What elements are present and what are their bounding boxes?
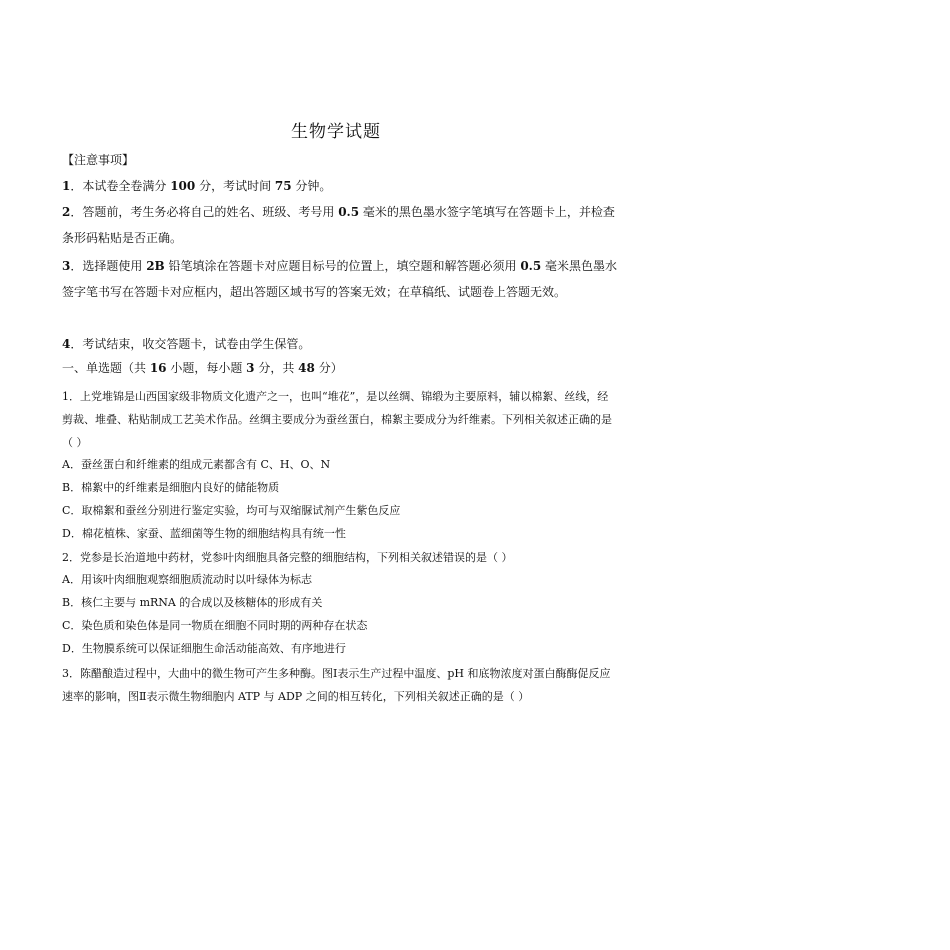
- page-title: 生物学试题: [291, 122, 381, 142]
- notice-item-bold: 75: [274, 179, 292, 193]
- notice-item-text: 分，考试时间: [195, 179, 275, 193]
- notice-item-number: 4: [62, 337, 71, 351]
- notice-item-3: [62, 253, 618, 305]
- notice-item-text: 毫米的黑色墨水签字笔填写在答题卡上，并检查条形码粘贴是否正确。: [62, 205, 615, 245]
- section-text: 分，共: [254, 361, 299, 375]
- section-bold: 48: [298, 361, 315, 375]
- question-1-option-b: B．棉絮中的纤维素是细胞内良好的储能物质: [62, 481, 280, 494]
- notice-heading: 【注意事项】: [62, 153, 135, 167]
- notice-item-2: [62, 199, 618, 251]
- notice-item-text: ．考试结束，收交答题卡，试卷由学生保管。: [70, 337, 311, 351]
- notice-item-number: 1: [62, 179, 71, 193]
- notice-item-text: ．答题前，考生务必将自己的姓名、班级、考号用: [70, 205, 339, 219]
- notice-item-text: 毫米黑色墨水签字笔书写在答题卡对应框内，超出答题区域书写的答案无效；在草稿纸、试题卷上答题无效。: [62, 259, 618, 299]
- notice-item-text: ．本试卷全卷满分: [70, 179, 171, 193]
- notice-item-bold: 100: [170, 179, 196, 193]
- notice-item-text: 分钟。: [291, 179, 332, 193]
- question-1-option-c: C．取棉絮和蚕丝分别进行鉴定实验，均可与双缩脲试剂产生紫色反应: [62, 504, 401, 517]
- section-bold: 3: [246, 361, 255, 375]
- question-1-stem: 1．上党堆锦是山西国家级非物质文化遗产之一，也叫“堆花”，是以丝绸、锦缎为主要原料，辅以棉絮、丝线，经剪裁、堆叠、粘贴制成工艺美术作品。丝绸主要成分为蚕丝蛋白，棉絮主要成分为纤维素。下列相关叙述正确的是（ ）: [62, 390, 612, 449]
- question-1-option-d: D．棉花植株、家蚕、蓝细菌等生物的细胞结构具有统一性: [62, 527, 346, 540]
- notice-item-number: 3: [62, 259, 71, 273]
- notice-item-text: ．选择题使用: [70, 259, 147, 273]
- question-3-stem: 3．陈醋酿造过程中，大曲中的微生物可产生多种酶。图Ⅰ表示生产过程中温度、pH 和底物浓度对蛋白酶酶促反应速率的影响，图Ⅱ表示微生物细胞内 ATP 与 ADP 之间的相互转化，下列相关叙述正确的是（ ）: [62, 667, 611, 703]
- notice-item-bold: 0.5: [338, 205, 360, 219]
- question-2-option-b: B．核仁主要与 mRNA 的合成以及核糖体的形成有关: [62, 596, 323, 609]
- section-bold: 16: [149, 361, 167, 375]
- notice-item-1: [62, 173, 618, 199]
- question-2-option-d: D．生物膜系统可以保证细胞生命活动能高效、有序地进行: [62, 642, 346, 655]
- section-text: 一、单选题（共: [62, 361, 150, 375]
- section-text: 小题，每小题: [166, 361, 247, 375]
- question-2-option-c: C．染色质和染色体是同一物质在细胞不同时期的两种存在状态: [62, 619, 368, 632]
- section-heading: [62, 359, 343, 376]
- question-2-stem: 2．党参是长治道地中药材，党参叶肉细胞具备完整的细胞结构，下列相关叙述错误的是（ ）: [62, 551, 513, 564]
- question-2-option-a: A．用该叶肉细胞观察细胞质流动时以叶绿体为标志: [62, 573, 312, 586]
- notice-item-bold: 2B: [146, 259, 165, 273]
- notice-item-text: 铅笔填涂在答题卡对应题目标号的位置上，填空题和解答题必须用: [164, 259, 521, 273]
- section-text: 分）: [314, 361, 343, 375]
- notice-item-number: 2: [62, 205, 71, 219]
- notice-item-bold: 0.5: [520, 259, 542, 273]
- question-1-option-a: A．蚕丝蛋白和纤维素的组成元素都含有 C、H、O、N: [62, 458, 331, 471]
- notice-item-4: [62, 331, 618, 357]
